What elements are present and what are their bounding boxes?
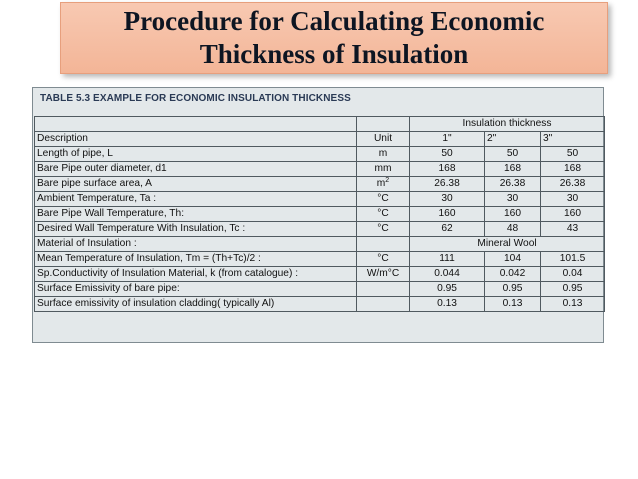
table-caption: TABLE 5.3 EXAMPLE FOR ECONOMIC INSULATION THICKNESS — [40, 93, 351, 104]
row-unit-exponent: 2 — [385, 177, 390, 184]
row-description: Bare pipe surface area, A — [35, 177, 357, 192]
row-value-3: 30 — [541, 192, 605, 207]
table-row — [35, 237, 605, 252]
table-row — [35, 162, 605, 177]
row-value-2: 0.042 — [485, 267, 541, 282]
row-value-3: 0.13 — [541, 297, 605, 312]
table-header-row — [35, 132, 605, 147]
row-value-1: 168 — [410, 162, 485, 177]
row-description: Mean Temperature of Insulation, Tm = (Th+Tc)/2 : — [35, 252, 357, 267]
row-value-2: 104 — [485, 252, 541, 267]
row-unit — [357, 237, 410, 252]
row-description: Surface emissivity of insulation cladding( typically Al) — [35, 297, 357, 312]
row-value-2: 30 — [485, 192, 541, 207]
row-value-2: 26.38 — [485, 177, 541, 192]
row-value-1: 111 — [410, 252, 485, 267]
row-value-3: 0.04 — [541, 267, 605, 282]
row-unit — [357, 177, 410, 192]
table-row — [35, 177, 605, 192]
slide-title — [84, 5, 584, 71]
row-value-2: 168 — [485, 162, 541, 177]
description-header: Description — [35, 132, 357, 147]
row-value-2: 0.95 — [485, 282, 541, 297]
row-value-1: 26.38 — [410, 177, 485, 192]
row-value-3: 43 — [541, 222, 605, 237]
table-cell-empty — [35, 117, 357, 132]
row-value-1: 0.13 — [410, 297, 485, 312]
row-value-2: 0.13 — [485, 297, 541, 312]
row-merged-value: Mineral Wool — [410, 237, 605, 252]
row-value-3: 168 — [541, 162, 605, 177]
row-value-1: 160 — [410, 207, 485, 222]
table-row — [35, 267, 605, 282]
row-unit: m — [357, 147, 410, 162]
table-row — [35, 192, 605, 207]
row-description: Bare Pipe outer diameter, d1 — [35, 162, 357, 177]
row-value-1: 30 — [410, 192, 485, 207]
slide-title-box — [60, 2, 608, 74]
insulation-table-image — [32, 87, 604, 343]
thickness-2-header: 2" — [485, 132, 541, 147]
row-value-1: 62 — [410, 222, 485, 237]
row-description: Desired Wall Temperature With Insulation, Tc : — [35, 222, 357, 237]
row-value-3: 50 — [541, 147, 605, 162]
table-row — [35, 207, 605, 222]
row-description: Bare Pipe Wall Temperature, Th: — [35, 207, 357, 222]
row-unit — [357, 282, 410, 297]
table-row — [35, 252, 605, 267]
row-value-2: 48 — [485, 222, 541, 237]
slide-title-line-2: Thickness of Insulation — [199, 39, 469, 69]
table-cell-empty — [357, 117, 410, 132]
unit-header: Unit — [357, 132, 410, 147]
row-value-1: 0.044 — [410, 267, 485, 282]
slide-title-line-1: Procedure for Calculating Economic — [123, 6, 545, 36]
thickness-1-header: 1" — [410, 132, 485, 147]
row-unit-base: m — [376, 178, 386, 189]
row-unit: °C — [357, 252, 410, 267]
row-description: Length of pipe, L — [35, 147, 357, 162]
insulation-thickness-header: Insulation thickness — [410, 117, 605, 132]
row-unit: °C — [357, 192, 410, 207]
row-description: Ambient Temperature, Ta : — [35, 192, 357, 207]
row-value-2: 160 — [485, 207, 541, 222]
row-value-3: 0.95 — [541, 282, 605, 297]
table-row — [35, 282, 605, 297]
row-description: Material of Insulation : — [35, 237, 357, 252]
row-description: Sp.Conductivity of Insulation Material, k (from catalogue) : — [35, 267, 357, 282]
row-value-2: 50 — [485, 147, 541, 162]
row-unit: °C — [357, 222, 410, 237]
row-value-1: 50 — [410, 147, 485, 162]
row-description: Surface Emissivity of bare pipe: — [35, 282, 357, 297]
table-row — [35, 222, 605, 237]
row-value-3: 160 — [541, 207, 605, 222]
table-group-header-row — [35, 117, 605, 132]
insulation-table — [34, 116, 605, 312]
table-row — [35, 297, 605, 312]
row-unit: °C — [357, 207, 410, 222]
row-unit: W/m°C — [357, 267, 410, 282]
table-row — [35, 147, 605, 162]
row-value-3: 26.38 — [541, 177, 605, 192]
row-unit — [357, 297, 410, 312]
row-value-1: 0.95 — [410, 282, 485, 297]
thickness-3-header: 3" — [541, 132, 605, 147]
row-unit: mm — [357, 162, 410, 177]
row-value-3: 101.5 — [541, 252, 605, 267]
